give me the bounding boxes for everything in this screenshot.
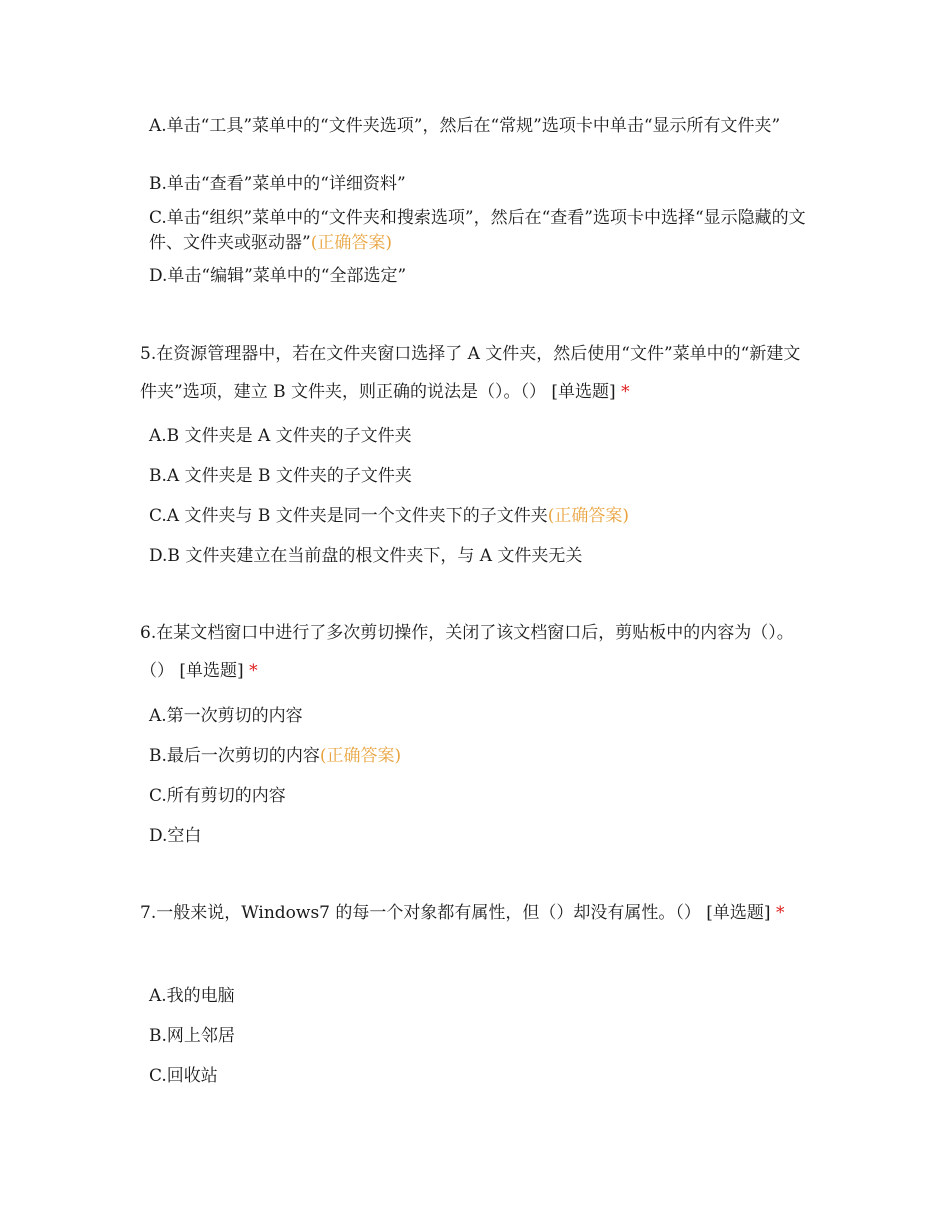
option-item <box>149 824 809 849</box>
option-text: B.最后一次剪切的内容 <box>149 746 320 766</box>
correct-answer-mark: (正确答案) <box>547 506 630 526</box>
option-item <box>149 504 809 529</box>
option-text: C.回收站 <box>149 1066 218 1086</box>
question-title <box>140 335 810 411</box>
option-text: A.单击“工具”菜单中的“文件夹选项”，然后在“常规”选项卡中单击“显示所有文件夹” <box>149 116 781 136</box>
option-item <box>149 1024 809 1049</box>
option-item <box>149 424 809 449</box>
option-text: B.A 文件夹是 B 文件夹的子文件夹 <box>149 466 412 486</box>
option-item <box>149 206 809 256</box>
question-title <box>140 894 810 932</box>
required-marker: * <box>621 382 630 402</box>
option-item <box>149 704 809 729</box>
option-text: A.我的电脑 <box>149 986 235 1006</box>
option-text: D.单击“编辑”菜单中的“全部选定” <box>149 266 407 286</box>
option-item <box>149 264 809 289</box>
correct-answer-mark: (正确答案) <box>319 746 402 766</box>
required-marker: * <box>775 903 785 923</box>
option-item <box>149 464 809 489</box>
option-text: A.B 文件夹是 A 文件夹的子文件夹 <box>149 426 412 446</box>
option-text: B.网上邻居 <box>149 1026 235 1046</box>
question-title <box>140 614 810 690</box>
question-text: 7.一般来说，Windows7 的每一个对象都有属性，但（）却没有属性。（） [单选题] <box>140 903 771 923</box>
option-text: D.空白 <box>149 826 202 846</box>
option-item <box>149 114 809 139</box>
option-text: C.单击“组织”菜单中的“文件夹和搜索选项”，然后在“查看”选项卡中选择“显示隐藏的文件、文件夹或驱动器” <box>149 208 806 253</box>
option-item <box>149 784 809 809</box>
required-marker: * <box>249 661 258 681</box>
correct-answer-mark: (正确答案) <box>310 233 392 253</box>
option-item <box>149 544 809 569</box>
option-item <box>149 1064 809 1089</box>
option-item <box>149 172 809 197</box>
question-text: 6.在某文档窗口中进行了多次剪切操作，关闭了该文档窗口后，剪贴板中的内容为（）。（） [单选题] <box>140 623 794 681</box>
option-text: B.单击“查看”菜单中的“详细资料” <box>149 174 406 194</box>
option-text: D.B 文件夹建立在当前盘的根文件夹下，与 A 文件夹无关 <box>149 546 583 566</box>
option-text: C.A 文件夹与 B 文件夹是同一个文件夹下的子文件夹 <box>149 506 548 526</box>
option-text: A.第一次剪切的内容 <box>149 706 303 726</box>
option-item <box>149 744 809 769</box>
option-item <box>149 984 809 1009</box>
option-text: C.所有剪切的内容 <box>149 786 286 806</box>
question-text: 5.在资源管理器中，若在文件夹窗口选择了 A 文件夹，然后使用“文件”菜单中的“新建文件夹”选项，建立 B 文件夹，则正确的说法是（）。（） [单选题] <box>140 344 801 402</box>
